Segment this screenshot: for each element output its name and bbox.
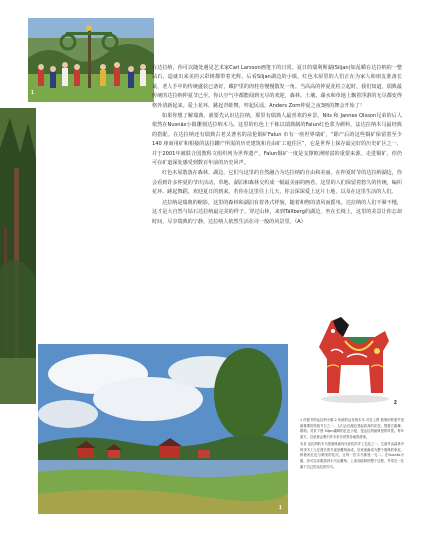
article-paragraph: 红色木屋散落在森林、湖边，它们与这里的自然融合为达拉纳的自由和美丽。在仲夏时节的达拉纳湖边，你会看到许多仲夏的节庆活动，草地、湖泊和森林交织成一幅最美丽的画卷。这里的人们保留着悠久的传统，编织花环、跳起舞蹈，欢迎夏日的到来。若你在这里住上几天，你会深深爱上这片土地，以及在这里生活的人们。 [152,170,402,196]
article-body [152,64,402,228]
article-paragraph: 达拉纳是瑞典的缩影，这里的森林和湖泊有着各式样貌，随着和煦的清风而摇曳。达拉纳的人们不紧不慢，这才是大自然与钻石达拉纳最完美的样子。穿过山林，来到Tällberg的湖边，坐在长椅上，这里的美景让你忘却时间，尽享瑞典的宁静。达拉纳人依然生活在诗一般的风景里。（A） [152,199,402,225]
caption-paragraph: 本页 达拉纳的木马是瑞典最具代表性的手工艺品之一，它最早由森林中的伐木工人在漫长的冬夜里雕刻而成，后来逐渐成为整个瑞典的象征。鲜艳的红色与精美的花纹，让每一匹木马都独一无二。在Nusnäs小镇，你可以亲眼看到木马从雕刻、上漆到绘制的整个过程，并带走一匹属于自己的达拉纳木马。 [300,441,404,469]
photo-maypole-celebration [28,18,154,102]
photo-forest-strip [0,108,36,404]
photo-caption [300,418,404,471]
caption-paragraph: 1 仲夏节的达拉纳小镇 2 传统的达拉纳木马 对页上图 瑞典的仲夏节是最重要的传统节日之一，人们会在湖边竖起高高的花柱，围着它跳舞、歌唱。对页下图 Siljan湖畔的红色小屋，是达拉纳最典型的风景。每年夏天，这里都会吸引许多来自世界各地的游客。 [300,418,404,440]
maypole-illustration [28,18,154,102]
photo-lake-red-houses [38,344,288,514]
photo-number: 1 [31,90,34,96]
photo-number: 1 [279,505,282,511]
article-paragraph: 在达拉纳，你可以随处遇见艺术家Carl Larsson画笔下的日常。夏日的瑞利斯湖(Siljan)如乱嚼在达拉纳的一整钻石，造就出来美的云彩树都带着光辉。后看Siljan湖边的小镇，红色木屋里的人们正在为家人和朋友准备长桌，老人手中的传统盛装已备好，藏护里的肉桂卷慢慢散发一角。当高高的仲夏花柱立起时，我们知道，瑞典最传统的达拉纳仲夏节已至。你认空气中都能闻到无尽的欢迎，森林、土壤、湖水和草地上飘着浮游的无尽都变得格外清新起来。爱上花环、跳起青蛙舞，哼起民谣，Anders Zorn仲夏之夜3画的舞会开始了！ [152,65,402,109]
article-paragraph: 如果你想了解瑞典，就要先认识达拉纳。那里有瑞典人最喜欢的乡景，Nils 和 Jannes Olsson兄弟的后人依然在Nusnäs小镇雕刻达拉纳木马。这里的红色上千栋以瑞典制的Falun红色浆为颜料，法达拉纳木马最经典的搭配。在达拉纳还有瑞典古老又著名的法伦铜矿Falun 市有一座世界瑞矿，“除产后的这些铜矿保留着至少140 座商用矿和相接的法拉罐产所需的历史建筑和自由矿工庭住区”，它是世界上保存最完好的历史矿区之一，并于2001年被联合国教科文组织列为世界遗产。Falun铜矿一度是支撑欧洲财富的重要来源。走进铜矿，你仍可在矿道深处感受到数百年前的历史回声。 [152,113,402,167]
forest-illustration [0,108,36,404]
dala-horse-illustration [297,307,403,415]
photo-number: 2 [394,400,397,406]
lake-landscape-illustration [38,344,288,514]
photo-dala-horse [297,307,403,415]
